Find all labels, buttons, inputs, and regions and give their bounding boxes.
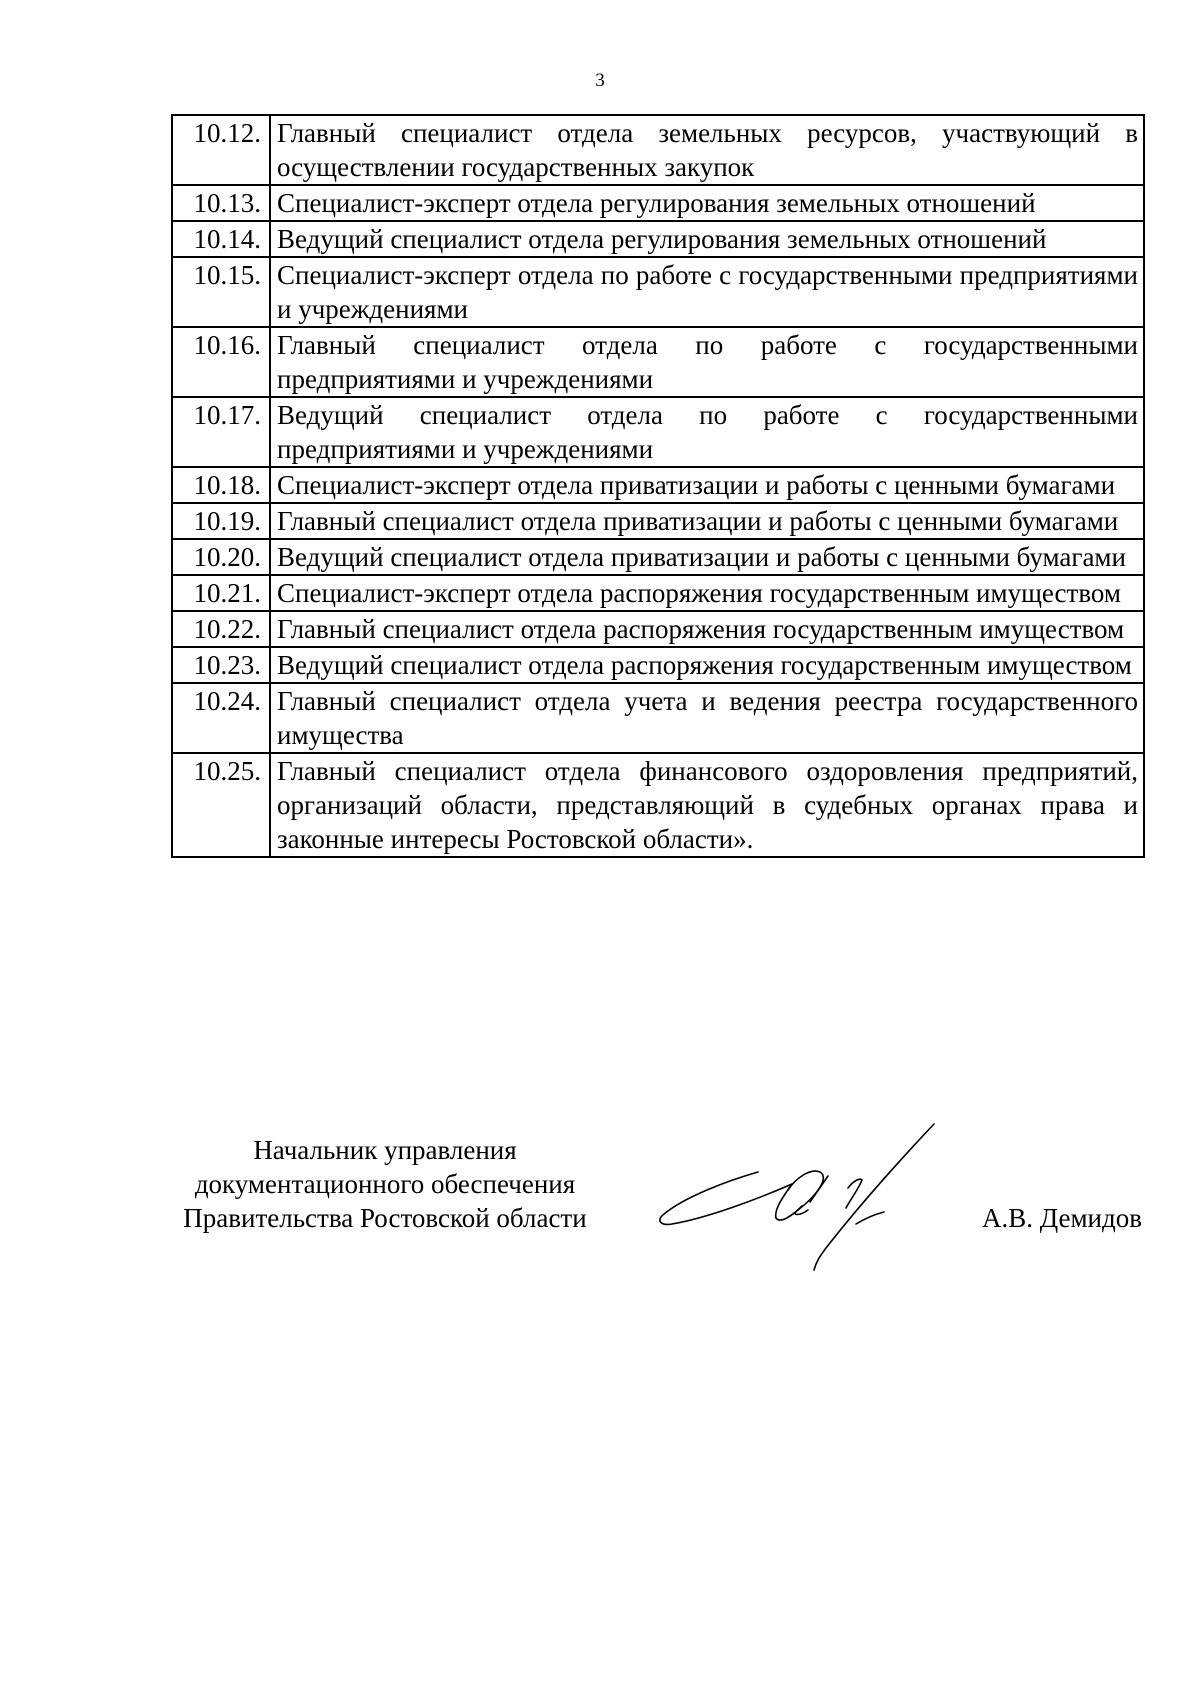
signatory-title-line: Начальник управления [253,1135,517,1165]
row-number: 10.20. [172,539,270,575]
row-position-title: Ведущий специалист отдела приватизации и работы с ценными бумагами [270,539,1144,575]
row-number: 10.24. [172,683,270,753]
row-position-title: Главный специалист отдела приватизации и работы с ценными бумагами [270,503,1144,539]
signatory-title-line: Правительства Ростовской области [183,1203,587,1233]
table-row [172,221,1144,257]
row-position-title: Главный специалист отдела по работе с государственными предприятиями и учреждениями [270,327,1144,397]
table-row [172,753,1144,857]
row-number: 10.22. [172,611,270,647]
table-row [172,611,1144,647]
page-number: 3 [595,70,605,91]
table-row [172,539,1144,575]
row-number: 10.25. [172,753,270,857]
row-number: 10.14. [172,221,270,257]
row-position-title: Специалист-эксперт отдела распоряжения государственным имуществом [270,575,1144,611]
row-position-title: Ведущий специалист отдела по работе с государственными предприятиями и учреждениями [270,397,1144,467]
row-number: 10.16. [172,327,270,397]
signatory-title-line: документационного обеспечения [194,1169,576,1199]
row-number: 10.13. [172,185,270,221]
row-position-title: Специалист-эксперт отдела по работе с государственными предприятиями и учреждениями [270,257,1144,327]
row-position-title: Ведущий специалист отдела распоряжения государственным имуществом [270,647,1144,683]
row-position-title: Главный специалист отдела учета и ведения реестра государственного имущества [270,683,1144,753]
table-row [172,575,1144,611]
table-row [172,683,1144,753]
row-position-title: Специалист-эксперт отдела приватизации и работы с ценными бумагами [270,467,1144,503]
table-row [172,327,1144,397]
table-row [172,185,1144,221]
signatory-title [160,1133,610,1235]
positions-table [171,114,1145,858]
row-position-title: Главный специалист отдела финансового оздоровления предприятий, организаций области, представляющий в судебных органах права и законные интересы Ростовской области». [270,753,1144,857]
row-number: 10.23. [172,647,270,683]
handwritten-signature [650,1120,950,1290]
table-row [172,397,1144,467]
row-number: 10.21. [172,575,270,611]
table-row [172,257,1144,327]
row-position-title: Специалист-эксперт отдела регулирования земельных отношений [270,185,1144,221]
row-position-title: Главный специалист отдела земельных ресурсов, участвующий в осуществлении государственных закупок [270,115,1144,185]
row-position-title: Главный специалист отдела распоряжения государственным имуществом [270,611,1144,647]
row-number: 10.17. [172,397,270,467]
row-position-title: Ведущий специалист отдела регулирования земельных отношений [270,221,1144,257]
row-number: 10.19. [172,503,270,539]
table-row [172,503,1144,539]
table-row [172,115,1144,185]
row-number: 10.18. [172,467,270,503]
table-row [172,647,1144,683]
row-number: 10.15. [172,257,270,327]
table-row [172,467,1144,503]
row-number: 10.12. [172,115,270,185]
signer-name: А.В. Демидов [981,1203,1142,1233]
